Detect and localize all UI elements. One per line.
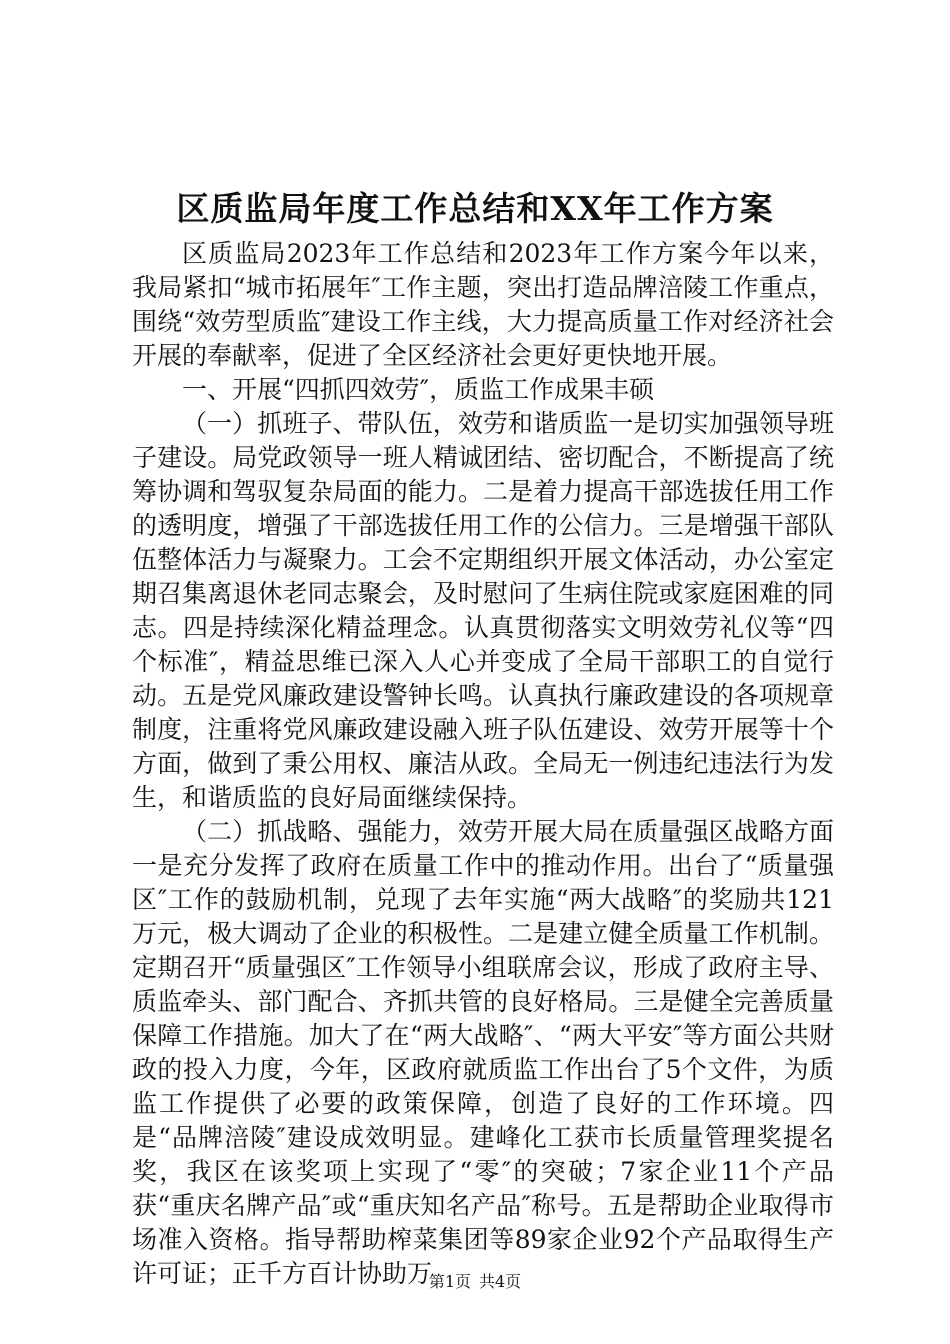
document-body — [132, 237, 834, 1291]
page-total: 共4页 — [479, 1272, 522, 1291]
page-number: 第1页 — [428, 1272, 471, 1291]
paragraph-section-1-2: （二）抓战略、强能力，效劳开展大局在质量强区战略方面一是充分发挥了政府在质量工作中的推动作用。出台了“质量强区″工作的鼓励机制，兑现了去年实施“两大战略″的奖励共121万元，极大调动了企业的积极性。二是建立健全质量工作机制。定期召开“质量强区″工作领导小组联席会议，形成了政府主导、质监牵头、部门配合、齐抓共管的良好格局。三是健全完善质量保障工作措施。加大了在“两大战略″、“两大平安″等方面公共财政的投入力度，今年，区政府就质监工作出台了5个文件，为质监工作提供了必要的政策保障，创造了良好的工作环境。四是“品牌涪陵″建设成效明显。建峰化工获市长质量管理奖提名奖，我区在该奖项上实现了“零″的突破；7家企业11个产品获“重庆名牌产品″或“重庆知名产品″称号。五是帮助企业取得市场准入资格。指导帮助榨菜集团等89家企业92个产品取得生产许可证；正千方百计协助万 — [132, 817, 834, 1288]
paragraph-intro: 区质监局2023年工作总结和2023年工作方案今年以来，我局紧扣“城市拓展年″工作主题，突出打造品牌涪陵工作重点，围绕“效劳型质监″建设工作主线，大力提高质量工作对经济社会开展的奉献率，促进了全区经济社会更好更快地开展。 — [132, 239, 834, 370]
document-title: 区质监局年度工作总结和XX年工作方案 — [176, 189, 774, 228]
paragraph-section-1-1: （一）抓班子、带队伍，效劳和谐质监一是切实加强领导班子建设。局党政领导一班人精诚团结、密切配合，不断提高了统筹协调和驾驭复杂局面的能力。二是着力提高干部选拔任用工作的透明度，增强了干部选拔任用工作的公信力。三是增强干部队伍整体活力与凝聚力。工会不定期组织开展文体活动，办公室定期召集离退休老同志聚会，及时慰问了生病住院或家庭困难的同志。四是持续深化精益理念。认真贯彻落实文明效劳礼仪等“四个标准″，精益思维已深入人心并变成了全局干部职工的自觉行动。五是党风廉政建设警钟长鸣。认真执行廉政建设的各项规章制度，注重将党风廉政建设融入班子队伍建设、效劳开展等十个方面，做到了秉公用权、廉洁从政。全局无一例违纪违法行为发生，和谐质监的良好局面继续保持。 — [132, 409, 834, 812]
page-footer — [0, 1272, 950, 1292]
section-heading-1: 一、开展“四抓四效劳″，质监工作成果丰硕 — [182, 375, 655, 404]
